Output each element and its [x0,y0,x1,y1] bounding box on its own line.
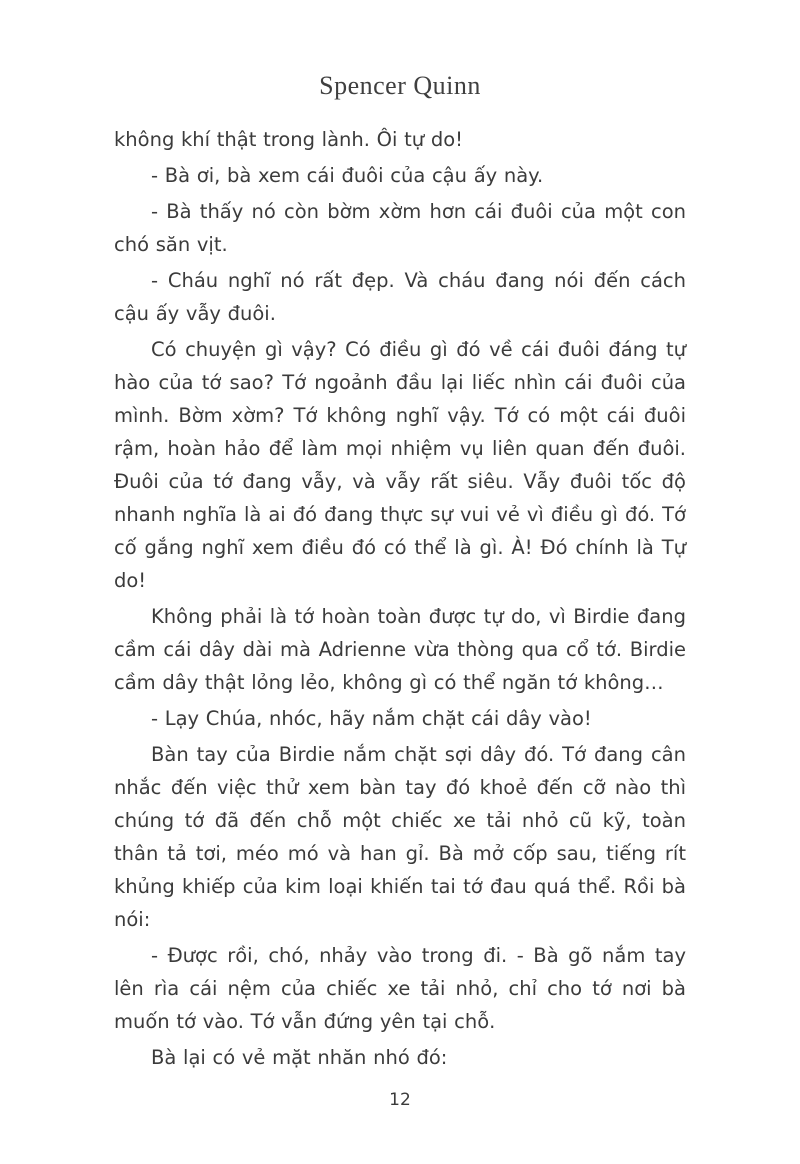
paragraph: - Lạy Chúa, nhóc, hãy nắm chặt cái dây vào! [151,707,592,730]
paragraph: - Bà ơi, bà xem cái đuôi của cậu ấy này. [151,164,544,187]
paragraph: - Cháu nghĩ nó rất đẹp. Và cháu đang nói đến cách cậu ấy vẫy đuôi. [114,269,686,325]
page-number: 12 [389,1090,411,1110]
paragraph: Bàn tay của Birdie nắm chặt sợi dây đó. Tớ đang cân nhắc đến việc thử xem bàn tay đó khoẻ đến cỡ nào thì chúng tớ đã đến chỗ một chiếc xe tải nhỏ cũ kỹ, toàn thân tả tơi, méo mó và han gỉ. Bà mở cốp sau, tiếng rít khủng khiếp của kim loại khiến tai tớ đau quá thể. Rồi bà nói: [114,743,686,931]
paragraph: không khí thật trong lành. Ôi tự do! [114,128,463,151]
paragraph: Không phải là tớ hoàn toàn được tự do, vì Birdie đang cầm cái dây dài mà Adrienne vừa thòng qua cổ tớ. Birdie cầm dây thật lỏng lẻo, không gì có thể ngăn tớ không… [114,605,686,694]
paragraph: - Được rồi, chó, nhảy vào trong đi. - Bà gõ nắm tay lên rìa cái nệm của chiếc xe tải nhỏ, chỉ cho tớ nơi bà muốn tớ vào. Tớ vẫn đứng yên tại chỗ. [114,944,686,1033]
paragraph: Bà lại có vẻ mặt nhăn nhó đó: [151,1046,448,1069]
body-text [114,123,686,1077]
paragraph: - Bà thấy nó còn bờm xờm hơn cái đuôi của một con chó săn vịt. [114,200,686,256]
paragraph: Có chuyện gì vậy? Có điều gì đó về cái đuôi đáng tự hào của tớ sao? Tớ ngoảnh đầu lại liếc nhìn cái đuôi của mình. Bờm xờm? Tớ không nghĩ vậy. Tớ có một cái đuôi rậm, hoàn hảo để làm mọi nhiệm vụ liên quan đến đuôi. Đuôi của tớ đang vẫy, và vẫy rất siêu. Vẫy đuôi tốc độ nhanh nghĩa là ai đó đang thực sự vui vẻ vì điều gì đó. Tớ cố gắng nghĩ xem điều đó có thể là gì. À! Đó chính là Tự do! [114,338,686,592]
running-header-author: Spencer Quinn [319,71,481,100]
